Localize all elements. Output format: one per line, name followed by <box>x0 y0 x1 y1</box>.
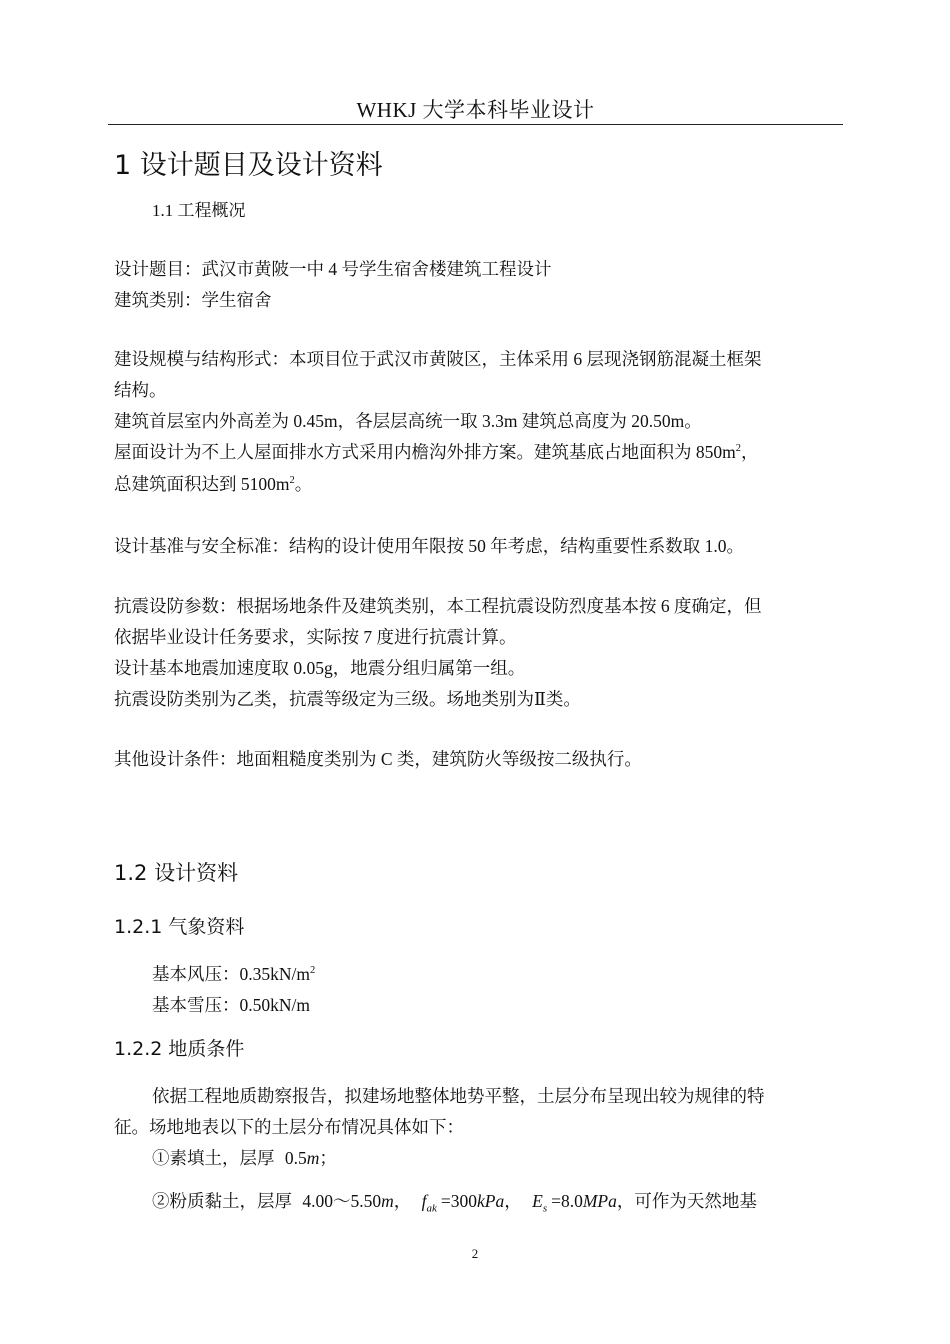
chapter-title: 1 设计题目及设计资料 <box>114 150 383 181</box>
es-symbol: E <box>532 1191 543 1211</box>
roof-line-1-end: ， <box>741 442 759 462</box>
soil-layer-2-end: ，可作为天然地基 <box>616 1191 757 1211</box>
project-category-line: 建筑类别：学生宿舍 <box>114 290 272 310</box>
scale-line-1: 建设规模与结构形式：本项目位于武汉市黄陂区，主体采用 6 层现浇钢筋混凝土框架 <box>114 349 762 369</box>
scale-line-2: 结构。 <box>114 380 167 400</box>
seismic-line-2: 依据毕业设计任务要求，实际按 7 度进行抗震计算。 <box>114 627 517 647</box>
roof-line-1-text: 屋面设计为不上人屋面排水方式采用内檐沟外排方案。建筑基底占地面积为 850m <box>114 442 736 462</box>
seismic-line-1: 抗震设防参数：根据场地条件及建筑类别，本工程抗震设防烈度基本按 6 度确定，但 <box>114 596 762 616</box>
roof-line-2 <box>114 471 312 496</box>
section-1-1-title: 1.1 工程概况 <box>152 201 246 220</box>
soil-layer-2-sep2: ， <box>504 1191 522 1211</box>
height-line: 建筑首层室内外高差为 0.45m，各层层高统一取 3.3m 建筑总高度为 20.50m。 <box>114 411 702 431</box>
soil-layer-2-sep: ， <box>393 1191 412 1211</box>
soil-layer-1-line <box>152 1145 337 1170</box>
wind-pressure-line <box>152 961 315 986</box>
soil-layer-2-unit: m <box>381 1191 394 1211</box>
other-conditions-line: 其他设计条件：地面粗糙度类别为 C 类，建筑防火等级按二级执行。 <box>114 749 642 769</box>
page-number: 2 <box>471 1246 479 1261</box>
geology-para-line-1: 依据工程地质勘察报告，拟建场地整体地势平整，土层分布呈现出较为规律的特 <box>152 1086 765 1106</box>
section-1-2-title: 1.2 设计资料 <box>114 861 239 885</box>
seismic-line-4: 抗震设防类别为乙类，抗震等级定为三级。场地类别为Ⅱ类。 <box>114 689 581 709</box>
soil-layer-2-line <box>152 1188 757 1215</box>
header-divider <box>108 124 843 125</box>
project-title-line: 设计题目：武汉市黄陂一中 4 号学生宿舍楼建筑工程设计 <box>114 259 552 279</box>
soil-layer-1-end: ； <box>319 1148 337 1168</box>
wind-pressure-text: 基本风压：0.35kN/m <box>152 964 310 984</box>
standard-line: 设计基准与安全标准：结构的设计使用年限按 50 年考虑，结构重要性系数取 1.0。 <box>114 536 744 556</box>
fak-unit: kPa <box>477 1191 505 1211</box>
page-header-title: WHKJ 大学本科毕业设计 <box>356 98 595 122</box>
seismic-line-3: 设计基本地震加速度取 0.05g，地震分组归属第一组。 <box>114 658 526 678</box>
es-value: =8.0 <box>551 1191 583 1211</box>
roof-line-1-sup: 2 <box>735 443 741 455</box>
fak-symbol: f <box>421 1191 427 1211</box>
es-unit: MPa <box>582 1191 617 1211</box>
soil-layer-1-unit: m <box>306 1148 320 1168</box>
geology-para-line-2: 征。场地地表以下的土层分布情况具体如下： <box>114 1117 464 1137</box>
roof-line-2-end: 。 <box>294 474 313 494</box>
fak-subscript: ak <box>426 1202 437 1215</box>
roof-line-1 <box>114 439 759 464</box>
soil-layer-1-value: 0.5 <box>284 1148 307 1168</box>
es-subscript: s <box>542 1202 548 1215</box>
section-1-2-1-title: 1.2.1 气象资料 <box>114 916 245 938</box>
snow-pressure-line: 基本雪压：0.50kN/m <box>152 995 310 1015</box>
fak-value: =300 <box>440 1191 478 1211</box>
roof-line-2-text: 总建筑面积达到 5100m <box>114 474 290 494</box>
section-1-2-2-title: 1.2.2 地质条件 <box>114 1038 245 1060</box>
soil-layer-2-value: 4.00～5.50 <box>302 1191 382 1211</box>
soil-layer-2-text: ②粉质黏土，层厚 <box>152 1191 292 1211</box>
roof-line-2-sup: 2 <box>289 475 295 487</box>
soil-layer-1-text: ①素填土，层厚 <box>152 1148 275 1168</box>
wind-pressure-sup: 2 <box>310 965 316 977</box>
